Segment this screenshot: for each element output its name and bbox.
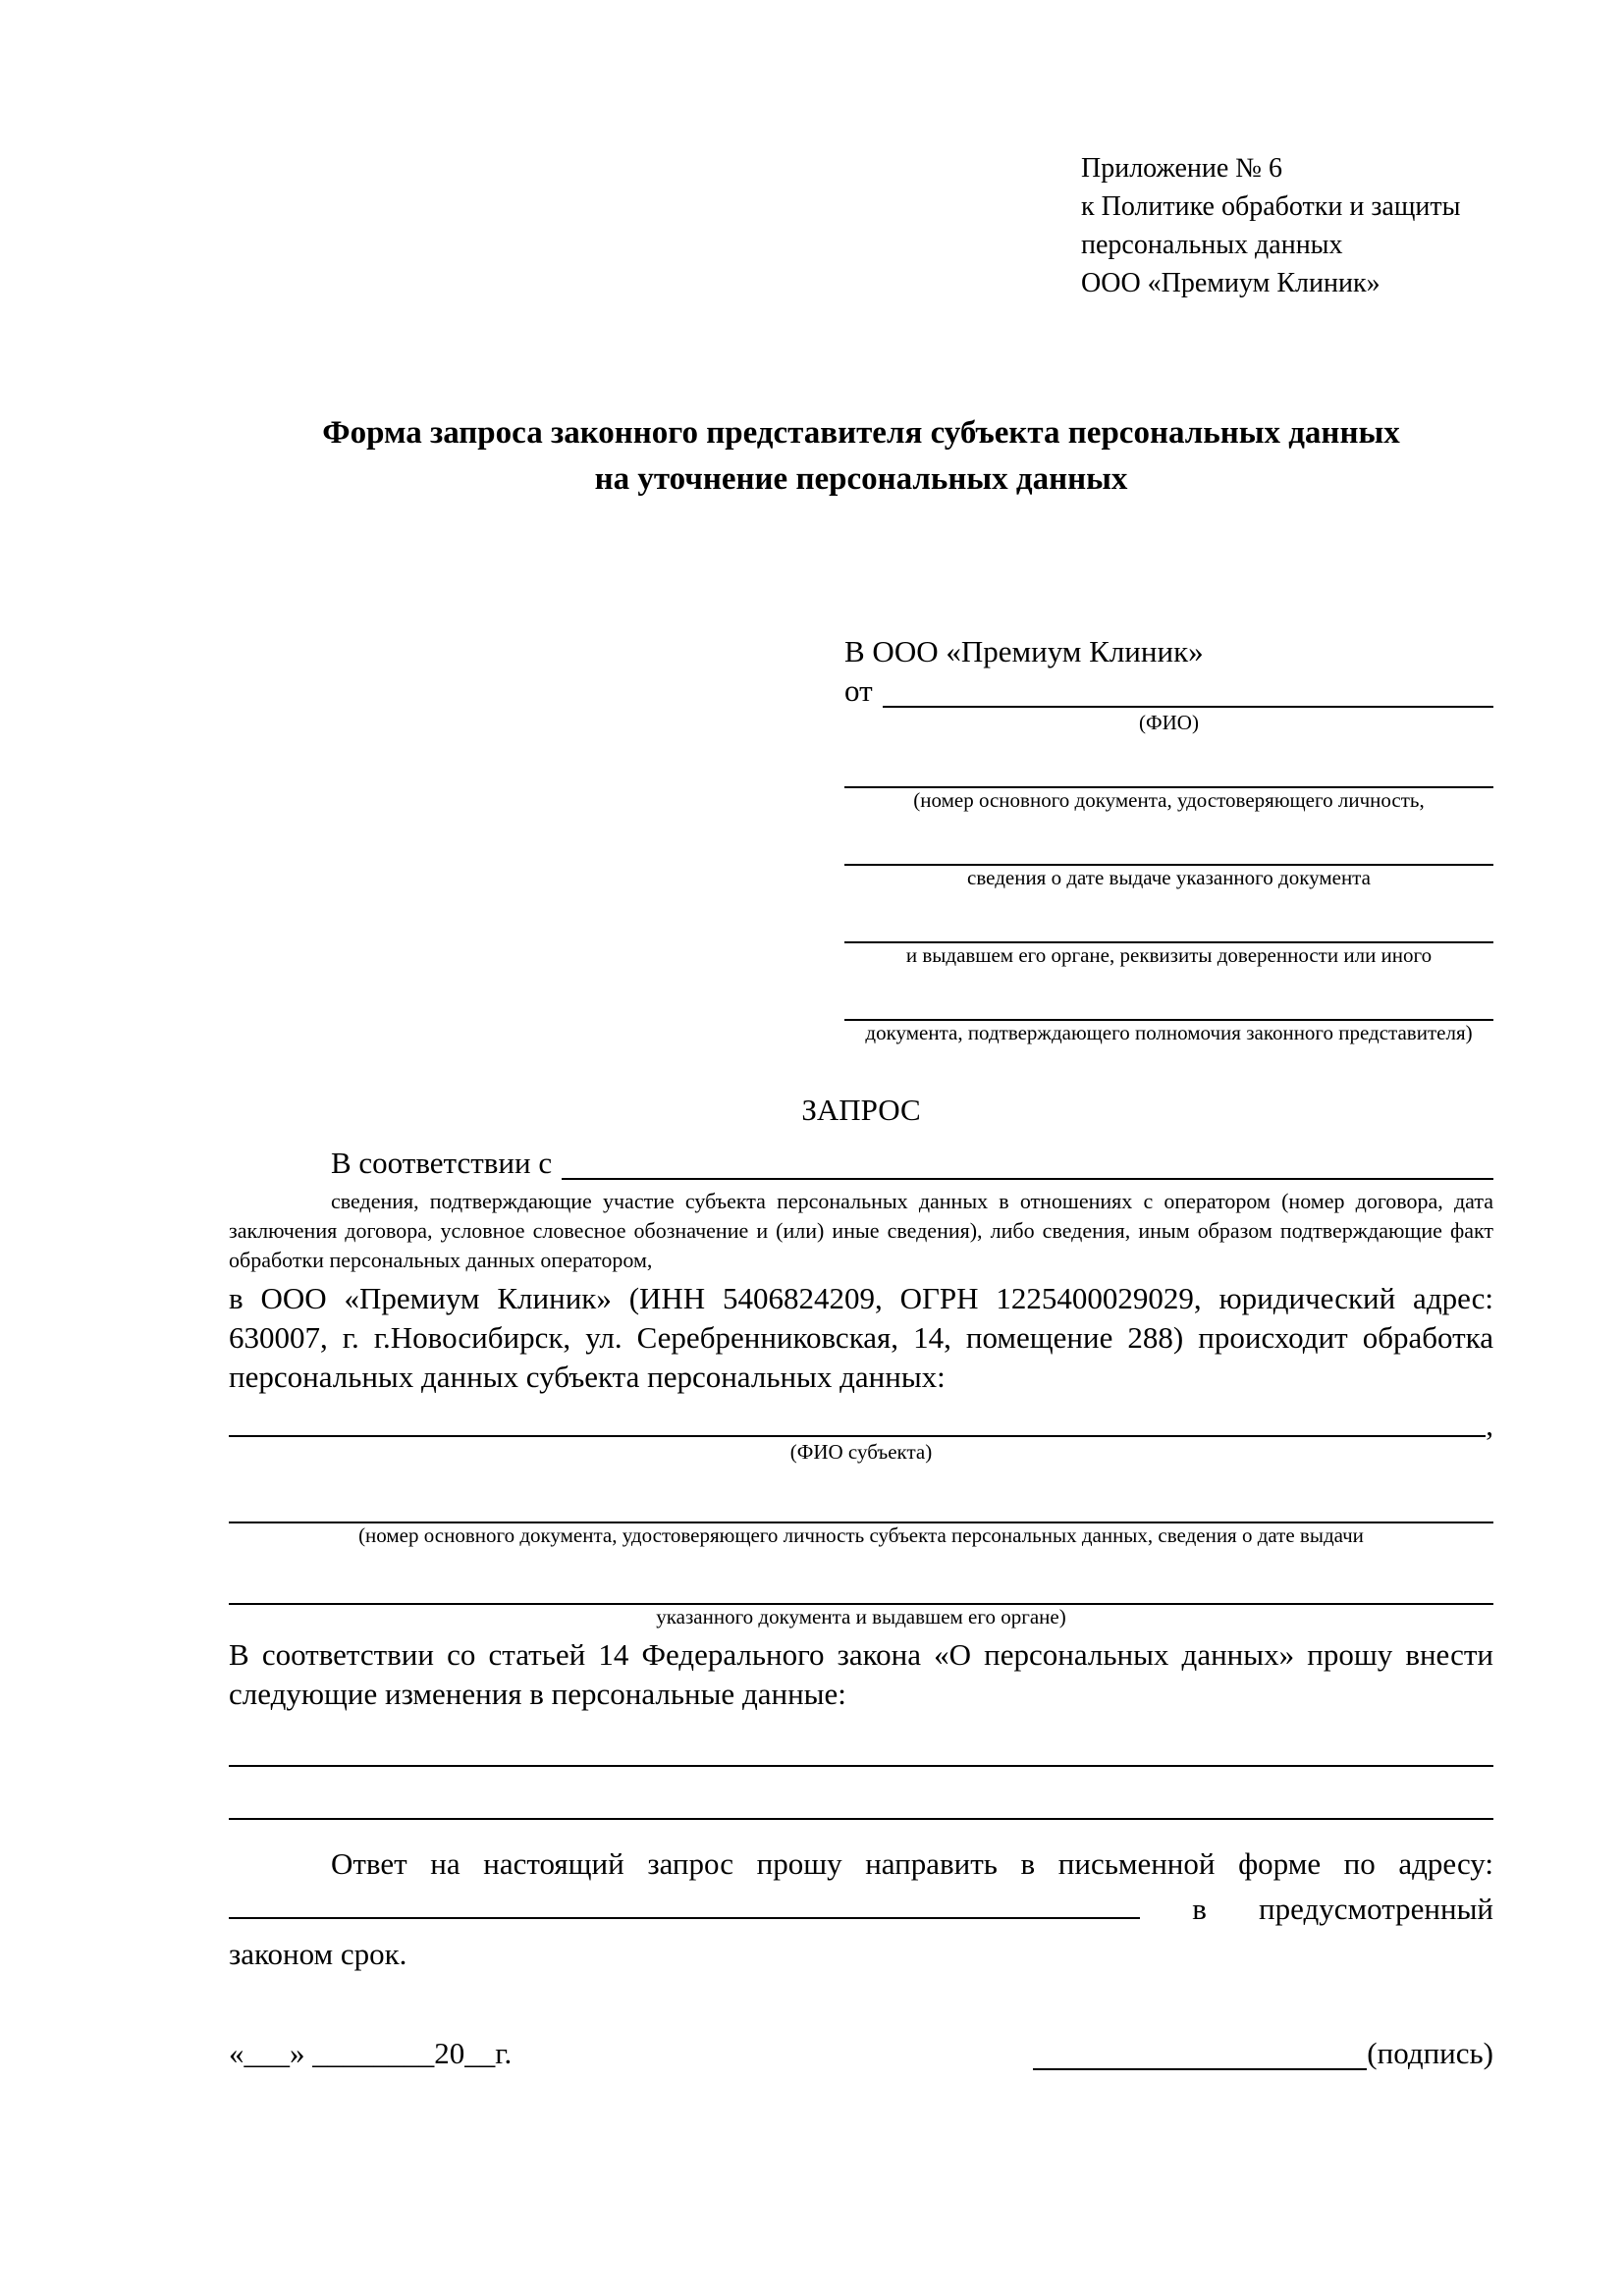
page-title-line2: на уточнение персональных данных <box>594 461 1128 497</box>
representative-doc-field <box>844 749 1493 813</box>
signature-fill-line <box>1033 2068 1367 2070</box>
appendix-header <box>1081 149 1493 302</box>
date-line: «___» ________20__г. <box>229 2036 513 2070</box>
subject-fio-caption: (ФИО субъекта) <box>789 1440 933 1464</box>
fill-line <box>844 982 1493 1021</box>
subject-doc-line2 <box>229 1574 1493 1605</box>
appendix-policy-line: к Политике обработки и защиты <box>1081 191 1461 222</box>
from-fill-line <box>883 706 1493 708</box>
representative-doc-field <box>844 827 1493 890</box>
intro-row <box>229 1144 1493 1183</box>
subject-doc-line <box>229 1492 1493 1523</box>
signature-caption: (подпись) <box>1367 2036 1493 2070</box>
page-title <box>229 410 1493 503</box>
fill-line <box>844 749 1493 788</box>
subject-doc-caption1: (номер основного документа, удостоверяющего личность субъекта персональных данных, сведения о дате выдачи <box>358 1523 1364 1547</box>
representative-doc-field <box>844 904 1493 968</box>
reply-tail: в предусмотренный законом срок. <box>229 1892 1493 1971</box>
footer-row <box>229 2034 1493 2073</box>
subject-doc-caption2: указанного документа и выдавшем его органе) <box>656 1605 1066 1629</box>
fill-line <box>844 827 1493 866</box>
fill-line <box>844 904 1493 943</box>
appendix-company: ООО «Премиум Клиник» <box>1081 268 1380 298</box>
changes-fill-line <box>229 1714 1493 1767</box>
from-label: от <box>844 673 873 708</box>
address-fill-line <box>229 1890 1140 1919</box>
reply-paragraph <box>229 1842 1493 1977</box>
subject-fio-line <box>229 1435 1486 1437</box>
field-caption: документа, подтверждающего полномочия законного представителя) <box>865 1021 1473 1044</box>
intro-prefix: В соответствии с <box>331 1146 553 1180</box>
operator-paragraph: в ООО «Премиум Клиник» (ИНН 5406824209, ОГРН 1225400029029, юридический адрес: 630007, г. г.Новосибирск, ул. Серебренниковская, 14, помещение 288) происходит обработка персональных данных субъекта персональных данных: <box>229 1281 1493 1394</box>
signature-group <box>1033 2034 1493 2073</box>
addressee-from-row <box>844 671 1493 711</box>
page-title-line1: Форма запроса законного представителя субъекта персональных данных <box>322 415 1400 451</box>
field-caption: (номер основного документа, удостоверяющего личность, <box>913 788 1425 812</box>
addressee-block <box>844 632 1493 1045</box>
appendix-number: Приложение № 6 <box>1081 153 1282 184</box>
trailing-comma: , <box>1486 1408 1493 1442</box>
request-heading: ЗАПРОС <box>801 1093 921 1127</box>
intro-fill-line <box>562 1178 1493 1180</box>
appendix-policy-line2: персональных данных <box>1081 230 1343 260</box>
reply-text: Ответ на настоящий запрос прошу направить в письменной форме по адресу: <box>331 1846 1493 1881</box>
intro-caption: сведения, подтверждающие участие субъекта персональных данных в отношениях с оператором (номер договора, дата заключения договора, условное словесное обозначение и (или) иные сведения), либо сведения, иным образом подтверждающие факт обработки персональных данных оператором, <box>229 1189 1493 1272</box>
law-paragraph: В соответствии со статьей 14 Федерального закона «О персональных данных» прошу внести следующие изменения в персональные данные: <box>229 1637 1493 1711</box>
addressee-to: В ООО «Премиум Клиник» <box>844 634 1204 668</box>
field-caption: и выдавшем его органе, реквизиты доверенности или иного <box>905 943 1433 967</box>
field-caption: сведения о дате выдаче указанного документа <box>967 866 1371 889</box>
changes-fill-line2 <box>229 1767 1493 1820</box>
subject-fio-row <box>229 1403 1493 1440</box>
representative-doc-field <box>844 982 1493 1045</box>
fio-caption: (ФИО) <box>1139 711 1199 734</box>
document-content <box>229 149 1493 2073</box>
